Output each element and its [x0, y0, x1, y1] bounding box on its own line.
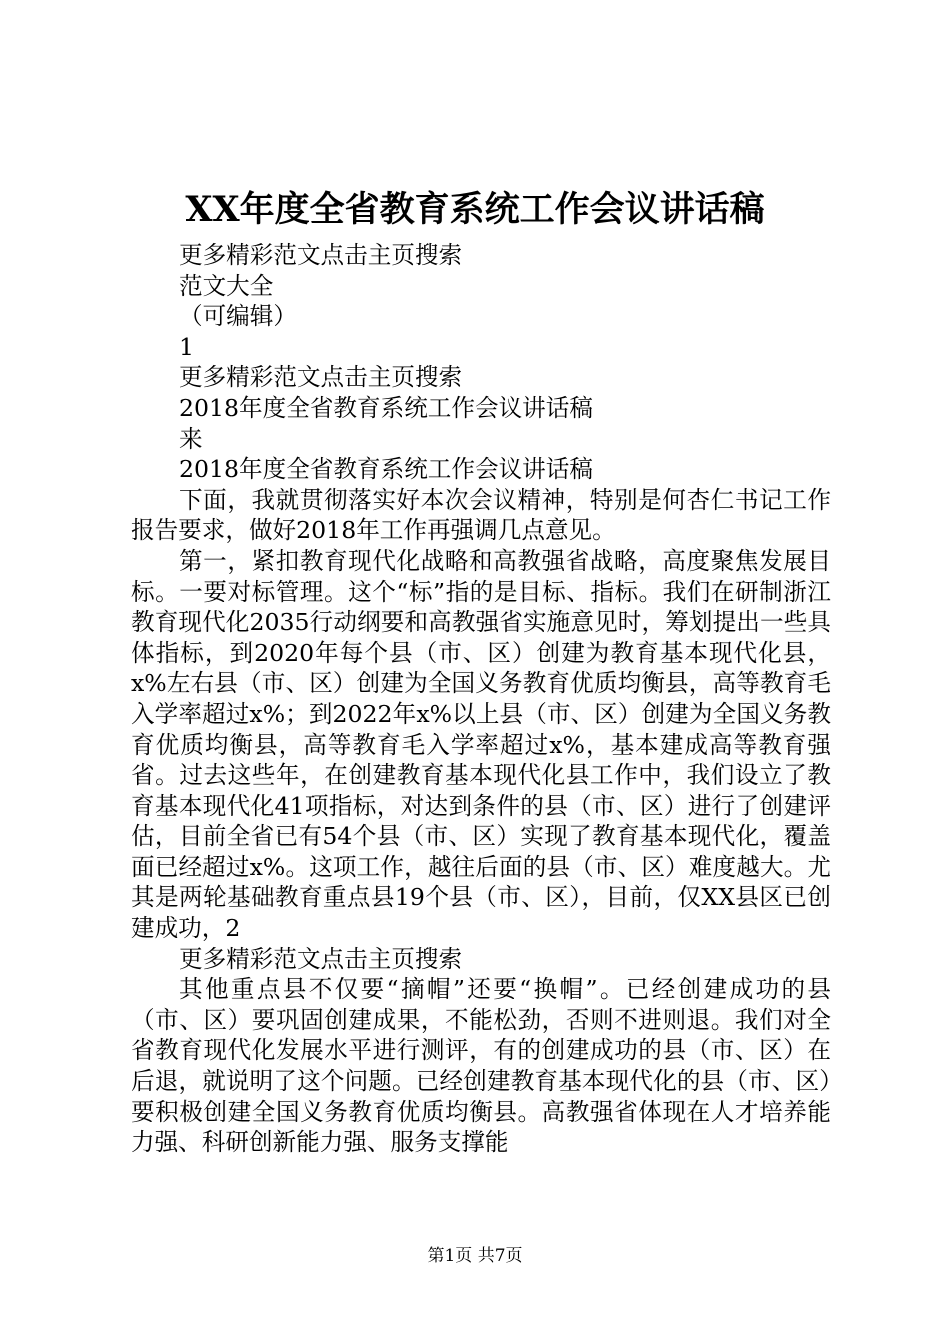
header-line-promo-repeat: 更多精彩范文点击主页搜索 — [179, 363, 463, 392]
document-body — [131, 240, 831, 1158]
header-line-editable: （可编辑） — [179, 302, 297, 331]
header-line-category: 范文大全 — [179, 271, 274, 300]
header-line-subtitle: 2018年度全省教育系统工作会议讲话稿 — [179, 393, 593, 422]
header-line-source: 来 — [179, 424, 203, 453]
header-line-subtitle-repeat: 2018年度全省教育系统工作会议讲话稿 — [179, 455, 593, 484]
document-title: XX年度全省教育系统工作会议讲话稿 — [185, 189, 765, 230]
paragraph-continued: 其他重点县不仅要“摘帽”还要“换帽”。已经创建成功的县（市、区）要巩固创建成果，不能松劲，否则不进则退。我们对全省教育现代化发展水平进行测评，有的创建成功的县（市、区）在后退，就说明了这个问题。已经创建教育基本现代化的县（市、区）要积极创建全国义务教育优质均衡县。高教强省体现在人才培养能力强、科研创新能力强、服务支撑能 — [131, 975, 831, 1157]
paragraph-intro: 下面，我就贯彻落实好本次会议精神，特别是何杏仁书记工作报告要求，做好2018年工作再强调几点意见。 — [131, 485, 831, 545]
header-line-number: 1 — [179, 332, 195, 361]
header-line-promo: 更多精彩范文点击主页搜索 — [179, 241, 463, 269]
paragraph-first-point: 第一，紧扣教育现代化战略和高教强省战略，高度聚焦发展目标。一要对标管理。这个“标”指的是目标、指标。我们在研制浙江教育现代化2035行动纲要和高教强省实施意见时，筹划提出一些具体指标，到2020年每个县（市、区）创建为教育基本现代化县，x%左右县（市、区）创建为全国义务教育优质均衡县，高等教育毛入学率超过x%；到2022年x%以上县（市、区）创建为全国义务教育优质均衡县，高等教育毛入学率超过x%，基本建成高等教育强省。过去这些年，在创建教育基本现代化县工作中，我们设立了教育基本现代化41项指标，对达到条件的县（市、区）进行了创建评估，目前全省已有54个县（市、区）实现了教育基本现代化，覆盖面已经超过x%。这项工作，越往后面的县（市、区）难度越大。尤其是两轮基础教育重点县19个县（市、区），目前，仅XX县区已创建成功，2 — [131, 546, 831, 943]
page-marker-line: 更多精彩范文点击主页搜索 — [179, 944, 463, 973]
page-footer: 第1页 共7页 — [427, 1246, 523, 1266]
